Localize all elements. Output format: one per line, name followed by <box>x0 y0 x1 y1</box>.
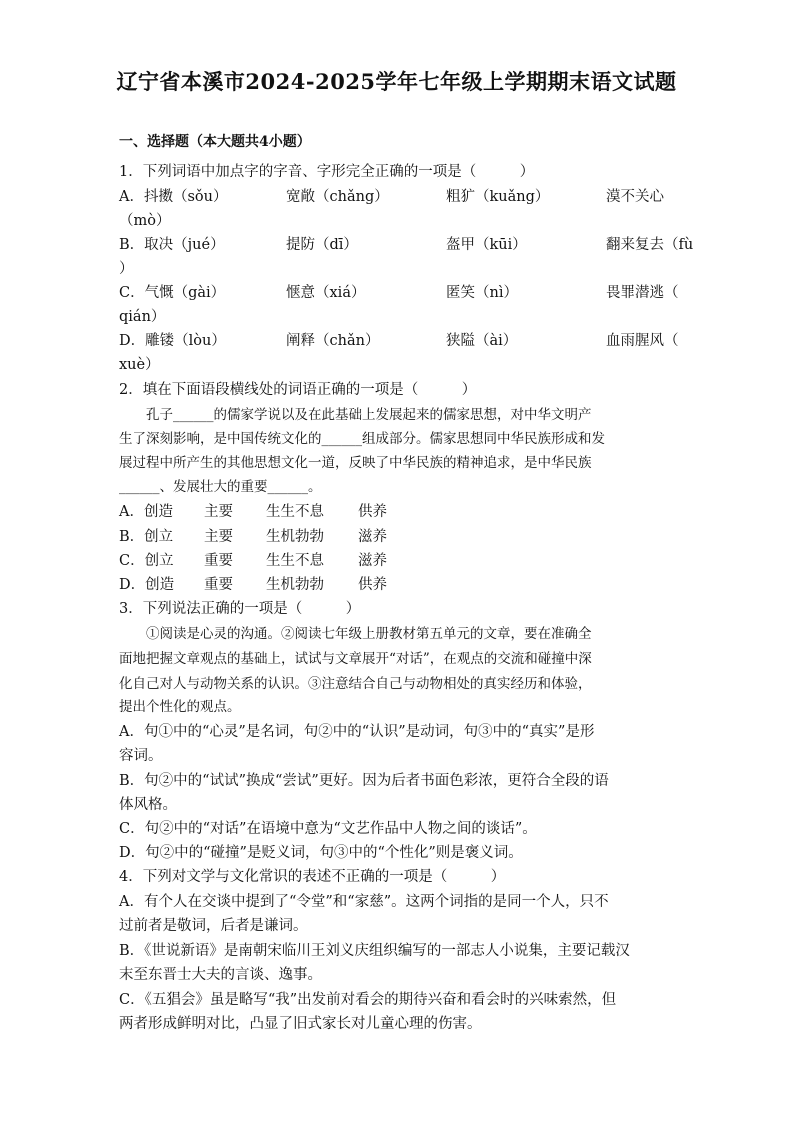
q1-option-a-4: 漠不关心 <box>606 189 664 205</box>
q3-option-c: C．句②中的“对话”在语境中意为“文艺作品中人物之间的谈话”。 <box>119 821 537 837</box>
q1-option-a-2: 宽敞（chǎng） <box>286 189 389 205</box>
q2-option-c-3: 生生不息 <box>266 553 324 569</box>
q1-option-d-4: 血雨腥风（ <box>606 333 679 349</box>
q2-option-a-1: A．创造 <box>119 504 173 520</box>
q1-option-c-1: C．气慨（gài） <box>119 285 226 301</box>
question-1-stem: 1．下列词语中加点字的字音、字形完全正确的一项是（ ） <box>119 164 535 180</box>
q2-option-a-4: 供养 <box>358 504 387 520</box>
q2-option-d-2: 重要 <box>204 577 233 593</box>
q1-option-b-3: 盔甲（kūi） <box>446 237 527 253</box>
q3-passage-line: 面地把握文章观点的基础上，试试与文章展开“对话”，在观点的交流和碰撞中深 <box>119 651 592 667</box>
q3-passage-line: 化自己对人与动物关系的认识。③注意结合自己与动物相处的真实经历和体验， <box>119 676 592 692</box>
q1-option-c-3: 匿笑（nì） <box>446 285 518 301</box>
q2-option-d-1: D．创造 <box>119 577 175 593</box>
q3-option-b-cont: 体风格。 <box>119 797 177 813</box>
q3-passage-line: ①阅读是心灵的沟通。②阅读七年级上册教材第五单元的文章，要在准确全 <box>119 626 592 642</box>
q1-option-b-4: 翻来复去（fù <box>606 237 694 253</box>
question-3-stem: 3．下列说法正确的一项是（ ） <box>119 601 361 617</box>
q1-option-d-cont: xuè） <box>119 357 160 373</box>
q2-option-a-3: 生生不息 <box>266 504 324 520</box>
q2-option-b-4: 滋养 <box>358 529 387 545</box>
q1-option-c-2: 惬意（xiá） <box>286 285 366 301</box>
q4-option-c: C．《五猖会》虽是略写“我”出发前对看会的期待兴奋和看会时的兴味索然，但 <box>119 992 617 1008</box>
q2-option-b-2: 主要 <box>204 529 233 545</box>
q2-option-c-2: 重要 <box>204 553 233 569</box>
q3-option-a-cont: 容词。 <box>119 748 163 764</box>
q1-option-d-3: 狭隘（ài） <box>446 333 518 349</box>
q3-passage-line: 提出个性化的观点。 <box>119 699 241 715</box>
q2-option-c-1: C．创立 <box>119 553 174 569</box>
q4-option-a: A．有个人在交谈中提到了“令堂”和“家慈”。这两个词指的是同一个人，只不 <box>119 894 609 910</box>
q3-option-d: D．句②中的“碰撞”是贬义词，句③中的“个性化”则是褒义词。 <box>119 845 523 861</box>
q1-option-d-1: D．雕镂（lòu） <box>119 333 226 349</box>
q3-option-b: B．句②中的“试试”换成“尝试”更好。因为后者书面色彩浓，更符合全段的语 <box>119 773 609 789</box>
question-4-stem: 4．下列对文学与文化常识的表述不正确的一项是（ ） <box>119 869 506 885</box>
q2-option-b-3: 生机勃勃 <box>266 529 324 545</box>
q2-passage-line: 孔子______的儒家学说以及在此基础上发展起来的儒家思想，对中华文明产 <box>119 407 592 423</box>
q1-option-b-1: B．取决（jué） <box>119 237 225 253</box>
q2-passage-line: ______、发展壮大的重要______。 <box>119 479 322 495</box>
question-2-stem: 2．填在下面语段横线处的词语正确的一项是（ ） <box>119 382 477 398</box>
q1-option-c-4: 畏罪潜逃（ <box>606 285 679 301</box>
q4-option-c-cont: 两者形成鲜明对比，凸显了旧式家长对儿童心理的伤害。 <box>119 1016 482 1032</box>
page-title: 辽宁省本溪市2024-2025学年七年级上学期期末语文试题 <box>116 69 677 94</box>
q2-passage-line: 生了深刻影响，是中国传统文化的______组成部分。儒家思想同中华民族形成和发 <box>119 431 605 447</box>
q2-option-d-3: 生机勃勃 <box>266 577 324 593</box>
q1-option-a-cont: （mò） <box>119 213 171 229</box>
q1-option-c-cont: qián） <box>119 309 166 325</box>
q1-option-d-2: 阐释（chǎn） <box>286 333 380 349</box>
q2-option-d-4: 供养 <box>358 577 387 593</box>
section-heading: 一、选择题（本大题共4小题） <box>119 134 311 150</box>
q2-passage-line: 展过程中所产生的其他思想文化一道，反映了中华民族的精神追求，是中华民族 <box>119 455 592 471</box>
q1-option-a-3: 粗犷（kuǎng） <box>446 189 550 205</box>
q1-option-b-cont: ） <box>119 261 134 277</box>
q4-option-b-cont: 末至东晋士大夫的言谈、逸事。 <box>119 967 322 983</box>
q3-option-a: A．句①中的“心灵”是名词，句②中的“认识”是动词，句③中的“真实”是形 <box>119 724 595 740</box>
q1-option-a-1: A．抖擞（sǒu） <box>119 189 228 205</box>
q4-option-a-cont: 过前者是敬词，后者是谦词。 <box>119 918 308 934</box>
q2-option-a-2: 主要 <box>204 504 233 520</box>
q4-option-b: B．《世说新语》是南朝宋临川王刘义庆组织编写的一部志人小说集，主要记载汉 <box>119 943 630 959</box>
q1-option-b-2: 提防（dī） <box>286 237 358 253</box>
q2-option-c-4: 滋养 <box>358 553 387 569</box>
q2-option-b-1: B．创立 <box>119 529 174 545</box>
